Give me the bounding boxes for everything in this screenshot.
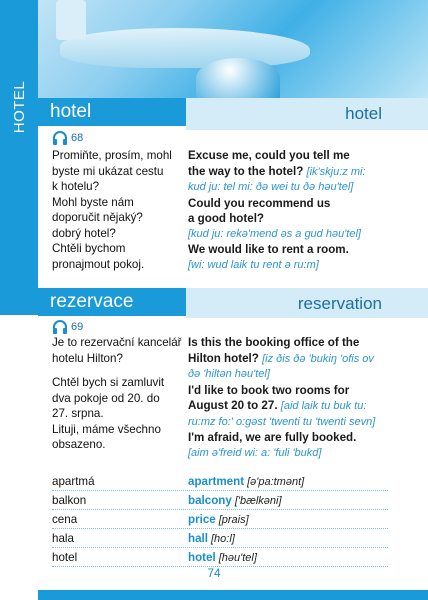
page-number: 74 (207, 566, 221, 580)
section-title-cz: hotel (38, 98, 186, 126)
pronunciation: [wi: wud laik tu rent ə ru:m] (188, 258, 319, 271)
audio-track[interactable] (52, 320, 83, 334)
section-title-en: hotel (186, 98, 428, 130)
en-line: the way to the hotel? (188, 164, 304, 178)
cz-line: dva pokoje od 20. do (52, 391, 160, 405)
vocab-cz: apartmá (52, 474, 95, 488)
en-line: August 20 to 27. (188, 399, 278, 412)
vocab-pron: [həu'tel] (218, 551, 257, 564)
vocab-en: price [prais] (188, 512, 249, 526)
cz-line: hotelu Hilton? (52, 351, 123, 365)
cz-line: Promiňte, prosím, mohl (52, 149, 172, 162)
cz-line: 27. srpna. (52, 407, 104, 420)
vocab-cz: balkon (52, 493, 87, 507)
cz-line: byste mi ukázat cestu (52, 164, 164, 178)
en-line: We would like to rent a room. (188, 243, 349, 256)
vocab-row (52, 510, 388, 529)
en-line: I'm afraid, we are fully booked. (188, 431, 357, 444)
en-line: Hilton hotel? (188, 351, 259, 365)
cz-line: Chtěl bych si zamluvit (52, 376, 165, 389)
czech-text (52, 335, 186, 453)
cz-line: Chtěli bychom (52, 242, 126, 255)
vocabulary-table (52, 472, 388, 567)
pronunciation: [aim ə'freid wi: a: 'fuli 'bukd] (188, 446, 322, 459)
bottom-bar (38, 590, 428, 600)
sidebar-label: HOTEL (10, 80, 28, 134)
english-text (188, 148, 388, 273)
section-title-cz: rezervace (38, 288, 186, 316)
vocab-row (52, 472, 388, 491)
track-number: 69 (71, 321, 84, 333)
cz-line: doporučit nějaký? (52, 211, 143, 224)
vocab-cz: hotel (52, 550, 78, 564)
vocab-en: hall [ho:l] (188, 531, 235, 545)
hotel-photo (0, 0, 428, 98)
vocab-row (52, 548, 388, 567)
hand (60, 28, 310, 68)
en-line: Could you recommend us (188, 196, 331, 210)
vocab-pron: [ho:l] (210, 532, 235, 545)
sidebar (0, 0, 38, 315)
cz-line: pronajmout pokoj. (52, 257, 145, 271)
vocab-pron: [ə'pa:tmənt] (247, 475, 305, 488)
vocab-cz: hala (52, 531, 74, 545)
headphones-icon (52, 320, 68, 334)
cz-line: dobrý hotel? (52, 226, 116, 240)
en-line: I'd like to book two rooms for (188, 383, 350, 397)
pronunciation: [aid laik tu buk tu: (280, 400, 367, 412)
vocab-pron: ['bælkəni] (234, 494, 282, 507)
cz-line: Lituji, máme všechno (52, 422, 161, 436)
shirt-cuff (56, 0, 86, 40)
en-line: Excuse me, could you tell me (188, 149, 350, 162)
cz-line: k hotelu? (52, 180, 100, 193)
vocab-en: hotel [həu'tel] (188, 550, 257, 564)
en-line: a good hotel? (188, 212, 264, 225)
audio-track[interactable] (52, 131, 83, 145)
headphones-icon (52, 131, 68, 145)
english-text (188, 335, 388, 461)
pronunciation: ru:mz fo:' o:gəst 'twenti tu 'twenti sevn] (188, 415, 376, 428)
vocab-row (52, 529, 388, 548)
spacer (52, 366, 186, 375)
cz-line: Mohl byste nám (52, 195, 134, 209)
track-number: 68 (71, 132, 84, 144)
pronunciation: [kud ju: rekə'mend əs a gud həu'tel] (188, 227, 361, 240)
pronunciation: kud ju: tel mi: ðə wei tu ðə həu'tel] (188, 181, 354, 193)
czech-text (52, 148, 182, 272)
vocab-pron: [prais] (218, 513, 249, 526)
service-bell (196, 58, 280, 98)
vocab-row (52, 491, 388, 510)
vocab-cz: cena (52, 512, 78, 526)
pronunciation: [iz ðis ðə 'bukiŋ 'ofis ov (262, 352, 374, 365)
vocab-en: balcony ['bælkəni] (188, 493, 282, 507)
section-title-en: reservation (186, 288, 428, 318)
pronunciation: ðə 'hiltən həu'tel] (188, 368, 270, 380)
cz-line: Je to rezervační kancelář (52, 336, 182, 349)
en-line: Is this the booking office of the (188, 336, 360, 349)
cz-line: obsazeno. (52, 438, 106, 451)
pronunciation: [ik'skju:z mi: (306, 165, 366, 178)
vocab-en: apartment [ə'pa:tmənt] (188, 474, 305, 488)
